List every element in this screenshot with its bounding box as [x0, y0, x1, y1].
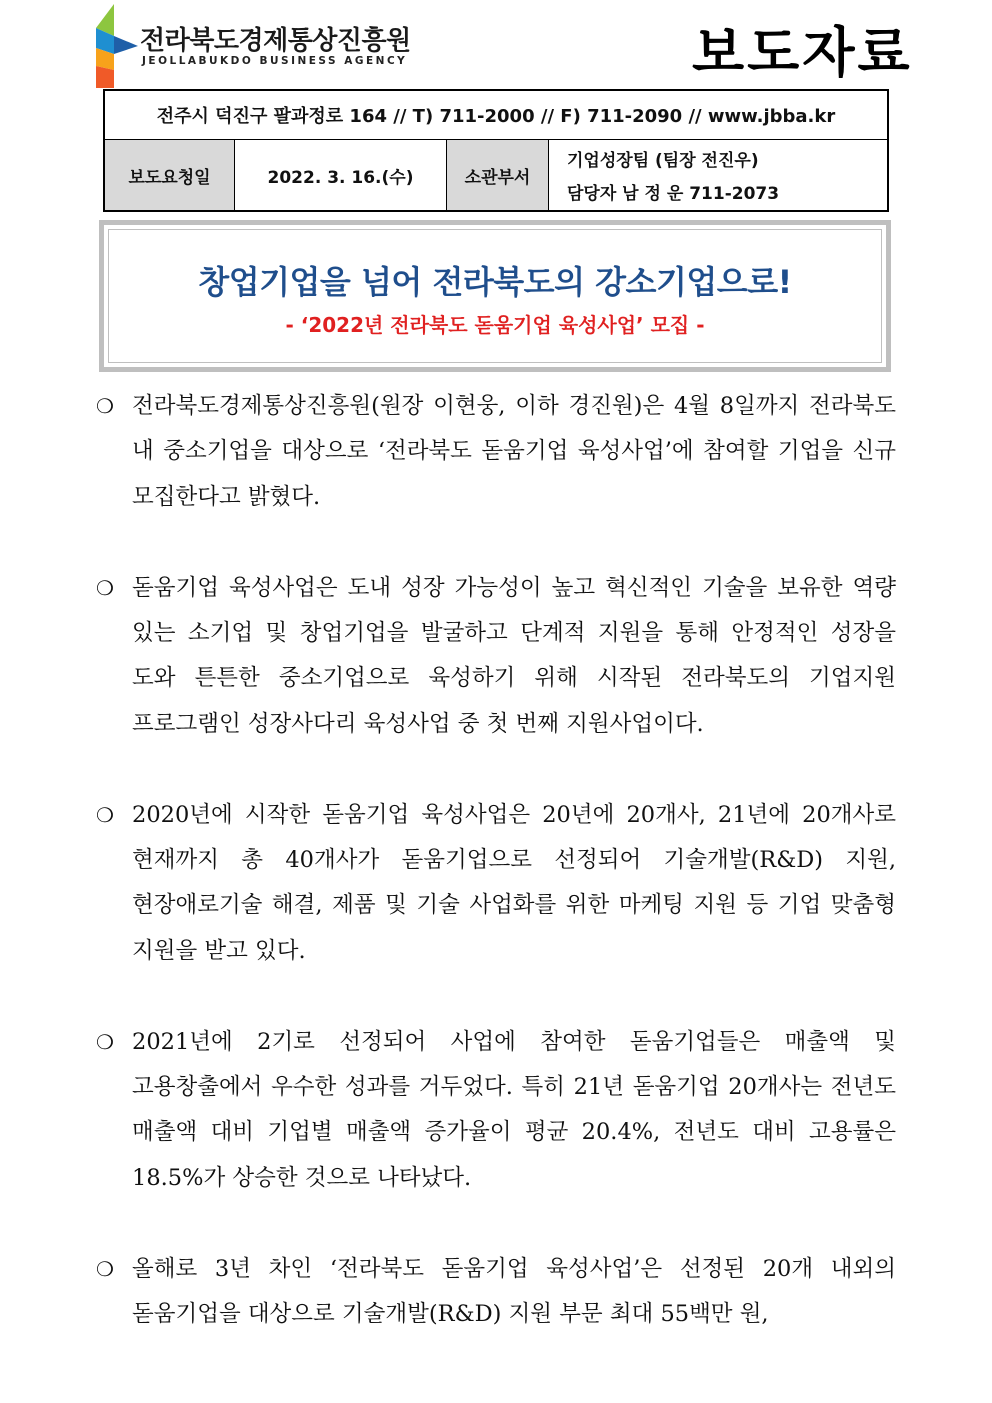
article-body — [96, 384, 896, 1383]
headline-title: 창업기업을 넘어 전라북도의 강소기업으로! — [198, 263, 792, 301]
department-contact: 담당자 남 정 운 711-2073 — [567, 184, 780, 204]
headline-subtitle: - ‘2022년 전라북도 돋움기업 육성사업’ 모집 - — [285, 313, 705, 337]
department-label: 소관부서 — [447, 140, 549, 210]
paragraph — [96, 566, 896, 748]
paragraph-text: 돋움기업 육성사업은 도내 성장 가능성이 높고 혁신적인 기술을 보유한 역량 있는 소기업 및 창업기업을 발굴하고 단계적 지원을 통해 안정적인 성장을 도와 튼튼한 중소기업으로 육성하기 위해 시작된 전라북도의 기업지원 프로그램인 성장사다리 육성사업 중 첫 번째 지원사업이다. — [132, 574, 896, 737]
paragraph-text: 2020년에 시작한 돋움기업 육성사업은 20년에 20개사, 21년에 20개사로 현재까지 총 40개사가 돋움기업으로 선정되어 기술개발(R&D) 지원, 현장애로기술 해결, 제품 및 기술 사업화를 위한 마케팅 지원 등 기업 맞춤형 지원을 받고 있다. — [132, 801, 896, 964]
org-name-english: JEOLLABUKDO BUSINESS AGENCY — [142, 55, 408, 67]
paragraph — [96, 1247, 896, 1338]
request-date: 2022. 3. 16.(수) — [235, 140, 447, 210]
department-info — [549, 140, 887, 210]
request-row — [105, 140, 887, 210]
bullet-circle-icon: ❍ — [96, 575, 114, 600]
agency-logo-icon — [94, 4, 138, 88]
department-team: 기업성장팀 (팀장 전진우) — [567, 151, 759, 171]
bullet-circle-icon: ❍ — [96, 394, 114, 418]
headline-box — [99, 220, 891, 372]
org-name: 전라북도경제통상진흥원 — [140, 26, 411, 56]
bullet-circle-icon: ❍ — [96, 802, 114, 827]
contact-info-table — [103, 89, 889, 212]
bullet-circle-icon: ❍ — [96, 1256, 114, 1281]
paragraph-text: 2021년에 2기로 선정되어 사업에 참여한 돋움기업들은 매출액 및 고용창출에서 우수한 성과를 거두었다. 특히 21년 돋움기업 20개사는 전년도 매출액 대비 기업별 매출액 증가율이 평균 20.4%, 전년도 대비 고용률은 18.5%가 상승한 것으로 나타났다. — [132, 1028, 896, 1191]
address-row: 전주시 덕진구 팔과정로 164 // T) 711-2000 // F) 711-2090 // www.jbba.kr — [105, 91, 887, 140]
paragraph — [96, 793, 896, 975]
request-date-label: 보도요청일 — [105, 140, 235, 210]
press-release-title: 보도자료 — [692, 21, 913, 84]
paragraph — [96, 384, 896, 520]
header — [0, 0, 992, 90]
bullet-circle-icon: ❍ — [96, 1029, 114, 1054]
paragraph-text: 올해로 3년 차인 ‘전라북도 돋움기업 육성사업’은 선정된 20개 내외의 돋움기업을 대상으로 기술개발(R&D) 지원 부문 최대 55백만 원, — [132, 1255, 896, 1328]
paragraph — [96, 1020, 896, 1202]
paragraph-text: 전라북도경제통상진흥원(원장 이현웅, 이하 경진원)은 4월 8일까지 전라북도 내 중소기업을 대상으로 ‘전라북도 돋움기업 육성사업’에 참여할 기업을 신규 모집한다고 밝혔다. — [132, 393, 896, 510]
